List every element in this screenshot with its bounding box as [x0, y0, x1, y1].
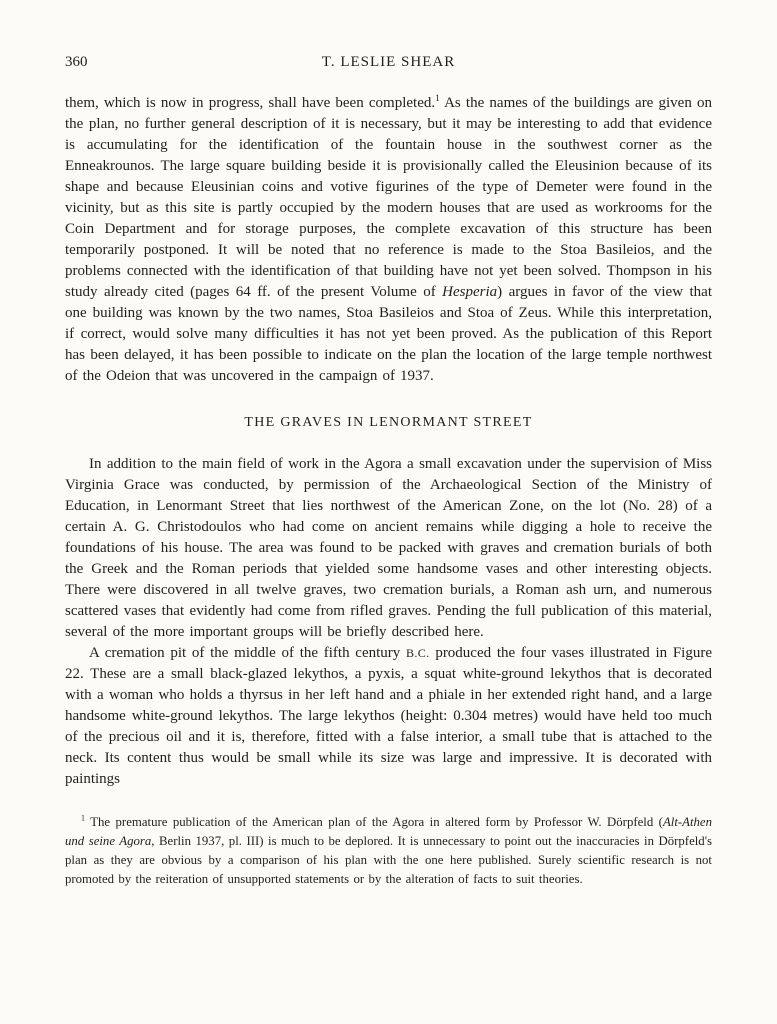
section-heading: THE GRAVES IN LENORMANT STREET — [244, 415, 533, 430]
running-head: T. LESLIE SHEAR — [321, 54, 456, 70]
footnote-marker: 1 — [81, 813, 85, 823]
footnote-text: $^1$ The premature publication of the American plan of the Agora in altered form by Professor W. Dörpfeld (Alt-Athen und seine Agora, Berlin 1937, pl. III) is much to be deplored. It is unnecessary to point out the inaccuracies in Dörpfeld's plan as they are obvious by a comparison of his plan with the one here published. Surely scientific research is not promoted by the reiteration of unsupported statements or by the alteration of facts to suit theories. — [65, 813, 712, 886]
italic-text: Hesperia — [442, 284, 498, 300]
small-caps-text: B.C. — [406, 646, 430, 660]
paragraph: A cremation pit of the middle of the fifth century B.C. produced the four vases illustrated in Figure 22. These are a small black-glazed lekythos, a pyxis, a squat white-ground lekythos that is decorated with a woman who holds a thyrsus in her left hand and a phiale in her extended right hand, and a large handsome white-ground lekythos. The large lekythos (height: 0.304 metres) would have held too much of the precious oil and it is, therefore, fitted with a false interior, a small tube that is attached to the neck. Its content thus would be small while its size was large and impressive. It is decorated with paintings — [65, 645, 712, 787]
footnote-marker: 1 — [435, 94, 440, 104]
body-text — [65, 93, 712, 790]
italic-text: Alt-Athen und seine Agora — [65, 815, 712, 848]
footnote — [65, 813, 712, 889]
page-header — [65, 54, 712, 76]
paragraph: them, which is now in progress, shall have been completed.$^1$ As the names of the buildings are given on the plan, no further general description of it is necessary, but it may be interesting to add that evidence is accumulating for the identification of the fountain house in the southwest corner as the Enneakrounos. The large square building beside it is provisionally called the Eleusinion because of its shape and because Eleusinian coins and votive figurines of the type of Demeter were found in the vicinity, but as this site is partly occupied by the modern houses that are used as workrooms for the Coin Department and for storage purposes, the complete excavation of this structure has been temporarily postponed. It will be noted that no reference is made to the Stoa Basileios, and the problems connected with the identification of that building have not yet been solved. Thompson in his study already cited (pages 64 ff. of the present Volume of Hesperia) argues in favor of the view that one building was known by the two names, Stoa Basileios and Stoa of Zeus. While this interpretation, if correct, would solve many difficulties it has not yet been proved. As the publication of this Report has been delayed, it has been possible to indicate on the plan the location of the large temple northwest of the Odeion that was uncovered in the campaign of 1937. — [65, 94, 712, 384]
paragraph: In addition to the main field of work in the Agora a small excavation under the supervision of Miss Virginia Grace was conducted, by permission of the Archaeological Section of the Ministry of Education, in Lenormant Street that lies northwest of the American Zone, on the lot (No. 28) of a certain A. G. Christodoulos who had come on ancient remains while digging a hole to receive the foundations of his house. The area was found to be packed with graves and cremation burials of both the Greek and the Roman periods that yielded some handsome vases and other interesting objects. There were discovered in all twelve graves, two cremation burials, a Roman ash urn, and numerous scattered vases that evidently had come from rifled graves. Pending the full publication of this material, several of the more important groups will be briefly described here. — [65, 456, 712, 640]
page-number: 360 — [65, 54, 88, 70]
